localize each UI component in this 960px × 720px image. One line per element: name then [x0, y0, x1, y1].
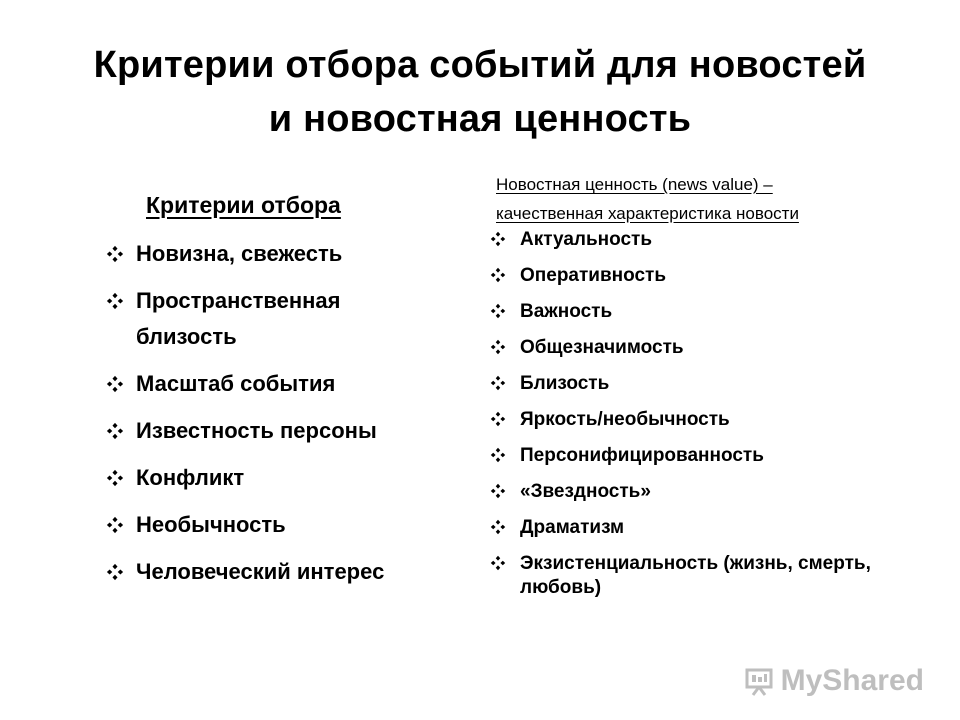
list-item-label: Актуальность [520, 229, 653, 250]
list-item-label: Пространственная близость [136, 288, 341, 349]
list-item-label: Близость [520, 373, 610, 394]
list-item [490, 408, 910, 432]
presentation-board-icon [743, 665, 775, 697]
list-item-label: Оперативность [520, 265, 667, 286]
list-item [490, 228, 910, 252]
diamond-bullet-icon [490, 375, 506, 391]
diamond-bullet-icon [490, 447, 506, 463]
list-item [490, 552, 910, 600]
list-item-label: Известность персоны [136, 418, 377, 443]
list-item-label: Конфликт [136, 465, 245, 490]
list-item-label: «Звездность» [520, 481, 651, 502]
diamond-bullet-icon [490, 339, 506, 355]
diamond-bullet-icon [490, 267, 506, 283]
news-value-list [490, 228, 910, 612]
watermark-text: MyShared [780, 664, 924, 697]
diamond-bullet-icon [490, 231, 506, 247]
diamond-bullet-icon [490, 303, 506, 319]
diamond-bullet-icon [490, 519, 506, 535]
diamond-bullet-icon [106, 292, 124, 310]
right-heading-line-2: качественная характеристика новости [496, 204, 799, 223]
slide-title-line-2: и новостная ценность [268, 98, 692, 140]
list-item [106, 413, 466, 449]
list-item [106, 507, 466, 543]
right-column-heading [496, 170, 916, 228]
watermark [743, 664, 924, 698]
list-item [490, 516, 910, 540]
list-item [490, 264, 910, 288]
left-column-heading: Критерии отбора [146, 192, 341, 218]
diamond-bullet-icon [106, 469, 124, 487]
right-heading-line-1: Новостная ценность (news value) – [496, 175, 773, 194]
list-item-label: Человеческий интерес [136, 559, 385, 584]
diamond-bullet-icon [106, 245, 124, 263]
list-item-label: Масштаб события [136, 371, 336, 396]
list-item [106, 554, 466, 590]
diamond-bullet-icon [106, 563, 124, 581]
list-item [490, 300, 910, 324]
list-item [106, 283, 466, 355]
diamond-bullet-icon [490, 555, 506, 571]
list-item [106, 460, 466, 496]
list-item-label: Персонифицированность [520, 445, 764, 466]
list-item [490, 372, 910, 396]
selection-criteria-list [106, 236, 466, 601]
list-item-label: Драматизм [520, 517, 625, 538]
list-item-label: Важность [520, 301, 613, 322]
list-item-label: Необычность [136, 512, 286, 537]
list-item-label: Общезначимость [520, 337, 684, 358]
slide-title [0, 38, 960, 146]
list-item [490, 480, 910, 504]
diamond-bullet-icon [106, 422, 124, 440]
list-item [106, 366, 466, 402]
list-item-label: Экзистенциальность (жизнь, смерть, любовь) [520, 553, 871, 598]
diamond-bullet-icon [106, 516, 124, 534]
list-item-label: Новизна, свежесть [136, 241, 343, 266]
list-item [490, 444, 910, 468]
list-item [490, 336, 910, 360]
diamond-bullet-icon [490, 483, 506, 499]
list-item [106, 236, 466, 272]
slide-title-line-1: Критерии отбора событий для новостей [93, 44, 867, 86]
diamond-bullet-icon [490, 411, 506, 427]
diamond-bullet-icon [106, 375, 124, 393]
list-item-label: Яркость/необычность [520, 409, 730, 430]
